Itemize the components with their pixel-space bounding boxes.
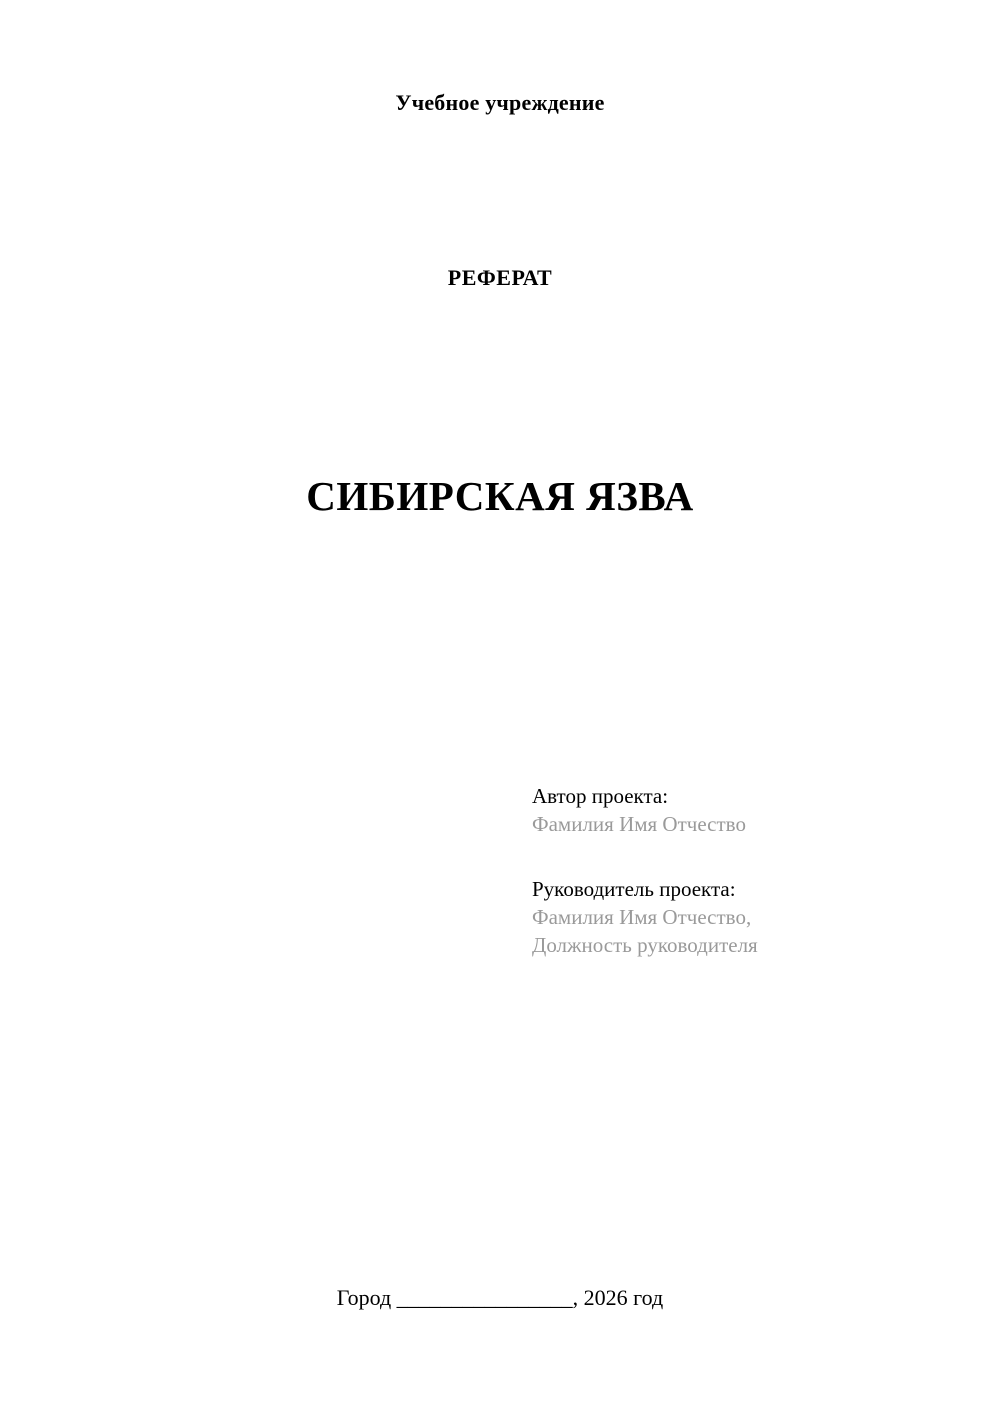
city-year-footer: Город ________________, 2026 год <box>336 1285 664 1310</box>
credits-block <box>532 782 952 960</box>
credits-spacer <box>532 839 952 875</box>
supervisor-value-line-1: Фамилия Имя Отчество, <box>532 905 752 930</box>
author-label: Автор проекта: <box>532 784 669 808</box>
document-type: РЕФЕРАТ <box>447 265 553 290</box>
author-value: Фамилия Имя Отчество <box>532 812 746 837</box>
page-title: СИБИРСКАЯ ЯЗВА <box>306 473 694 520</box>
institution-name: Учебное учреждение <box>395 90 605 115</box>
supervisor-value-line-2: Должность руководителя <box>532 933 758 958</box>
supervisor-label: Руководитель проекта: <box>532 876 736 901</box>
